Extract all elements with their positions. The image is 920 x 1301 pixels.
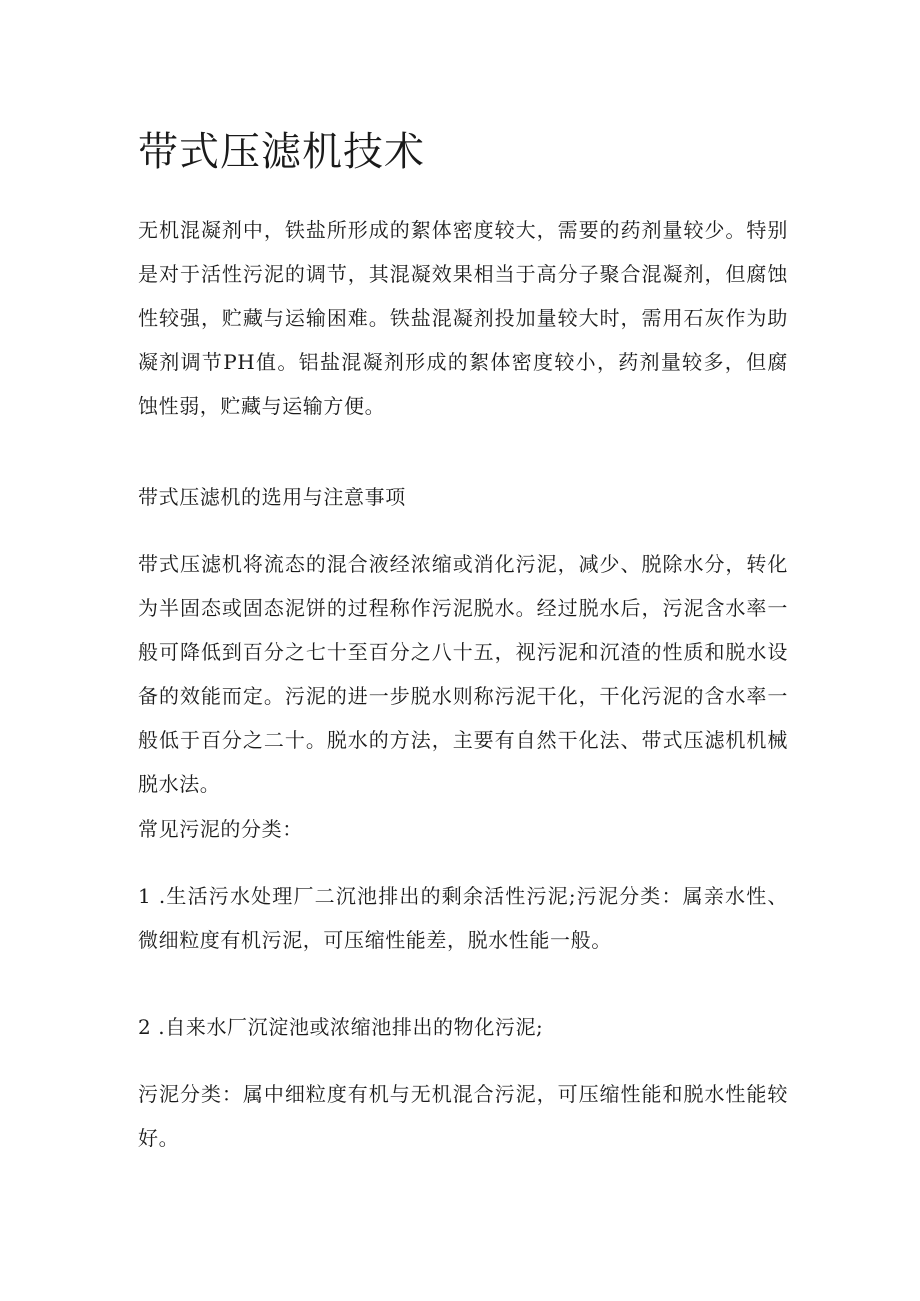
paragraph-waterworks-sludge-classification: 污泥分类：属中细粒度有机与无机混合污泥，可压缩性能和脱水性能较好。: [138, 1082, 788, 1150]
paragraph-sludge-dewatering: 带式压滤机将流态的混合液经浓缩或消化污泥，减少、脱除水分，转化为半固态或固态泥饼的过程称作污泥脱水。经过脱水后，污泥含水率一般可降低到百分之七十至百分之八十五，视污泥和沉渣的性质和脱水设备的效能而定。污泥的进一步脱水则称污泥干化，干化污泥的含水率一般低于百分之二十。脱水的方法，主要有自然干化法、带式压滤机机械脱水法。: [138, 552, 788, 796]
section-heading-sludge-classification: 常见污泥的分类：: [138, 817, 303, 841]
list-item-waterworks-sludge: 2 .自来水厂沉淀池或浓缩池排出的物化污泥;: [138, 1015, 544, 1039]
list-item-activated-sludge: 1 .生活污水处理厂二沉池排出的剩余活性污泥;污泥分类：属亲水性、微细粒度有机污泥，可压缩性能差，脱水性能一般。: [138, 884, 788, 952]
paragraph-inorganic-coagulants: 无机混凝剂中，铁盐所形成的絮体密度较大，需要的药剂量较少。特别是对于活性污泥的调节，其混凝效果相当于高分子聚合混凝剂，但腐蚀性较强，贮藏与运输困难。铁盐混凝剂投加量较大时，需用石灰作为助凝剂调节PH值。铝盐混凝剂形成的絮体密度较小，药剂量较多，但腐蚀性弱，贮藏与运输方便。: [138, 218, 788, 418]
document-title: 带式压滤机技术: [138, 129, 425, 175]
section-heading-selection-notes: 带式压滤机的选用与注意事项: [138, 485, 406, 509]
